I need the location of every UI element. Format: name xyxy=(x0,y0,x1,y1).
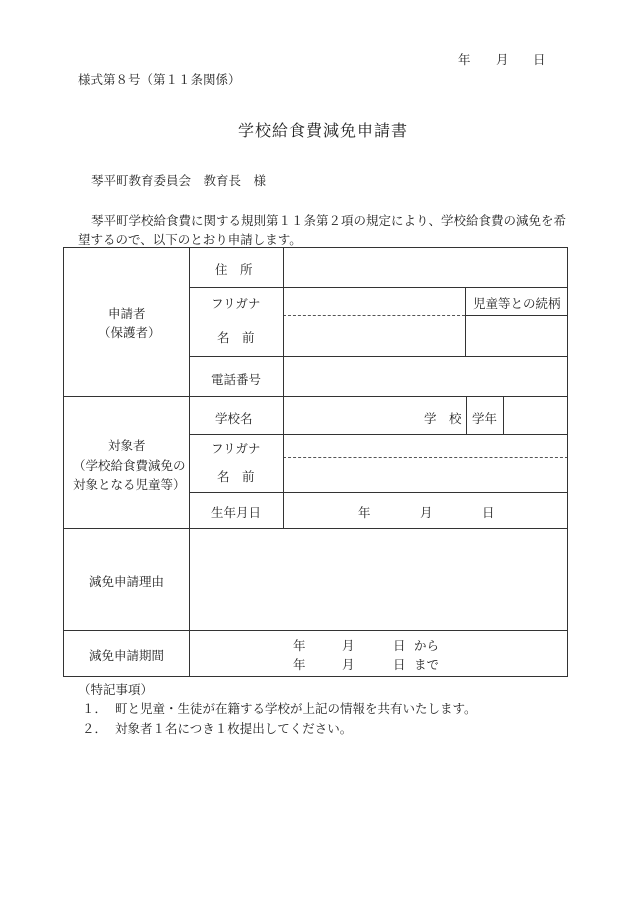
relation-field[interactable] xyxy=(466,316,567,356)
period-from-month: 月 xyxy=(342,638,355,653)
note-text-1: 町と児童・生徒が在籍する学校が上記の情報を共有いたします。 xyxy=(115,701,477,716)
form-number: 様式第８号（第１１条関係） xyxy=(78,72,241,87)
period-to-suffix: まで xyxy=(414,657,440,672)
intro-line-2: 望するので、以下のとおり申請します。 xyxy=(78,232,302,247)
applicant-name-label: 名 前 xyxy=(217,330,255,345)
intro-line-1: 琴平町学校給食費に関する規則第１１条第２項の規定により、学校給食費の減免を希 xyxy=(91,213,567,228)
address-field[interactable] xyxy=(284,248,567,287)
address-label: 住 所 xyxy=(215,262,253,277)
birth-day-unit: 日 xyxy=(482,505,495,520)
subject-sublabel-2: 対象となる児童等） xyxy=(73,477,186,492)
page-title: 学校給食費減免申請書 xyxy=(238,121,409,140)
applicant-label: 申請者 xyxy=(108,306,146,321)
subject-name-label: 名 前 xyxy=(217,469,255,484)
subject-sublabel-1: （学校給食費減免の xyxy=(73,458,186,473)
applicant-furigana-label: フリガナ xyxy=(211,296,261,311)
notes-heading: （特記事項） xyxy=(78,682,154,697)
relation-label: 児童等との続柄 xyxy=(473,296,561,311)
reason-label: 減免申請理由 xyxy=(89,574,165,589)
birth-year-unit: 年 xyxy=(358,505,371,520)
note-text-2: 対象者１名につき１枚提出してください。 xyxy=(115,721,353,736)
period-to-month: 月 xyxy=(342,657,355,672)
date-month: 月 xyxy=(496,52,509,67)
phone-field[interactable] xyxy=(284,357,567,396)
school-suffix: 学 校 xyxy=(424,411,462,426)
note-number-1: １． xyxy=(82,701,108,716)
note-number-2: ２． xyxy=(82,721,108,736)
addressee: 琴平町教育委員会 教育長 様 xyxy=(91,173,267,188)
school-field[interactable] xyxy=(284,397,424,434)
subject-name-field[interactable] xyxy=(284,458,567,492)
date-day: 日 xyxy=(533,52,546,67)
subject-furigana-field[interactable] xyxy=(284,435,567,457)
birthdate-label: 生年月日 xyxy=(211,505,262,520)
period-field[interactable] xyxy=(190,631,567,676)
birth-month-unit: 月 xyxy=(420,505,433,520)
subject-furigana-label: フリガナ xyxy=(211,441,261,456)
school-label: 学校名 xyxy=(215,411,253,426)
applicant-name-field[interactable] xyxy=(284,316,465,356)
applicant-sublabel: （保護者） xyxy=(98,325,161,340)
grade-label: 学年 xyxy=(472,411,498,426)
period-from-suffix: から xyxy=(414,638,440,653)
period-from-year: 年 xyxy=(293,638,306,653)
subject-label: 対象者 xyxy=(108,438,146,453)
phone-label: 電話番号 xyxy=(211,372,262,387)
grade-field[interactable] xyxy=(504,397,567,434)
applicant-furigana-field[interactable] xyxy=(284,288,465,315)
period-from-day: 日 xyxy=(393,638,406,653)
period-label: 減免申請期間 xyxy=(89,648,165,663)
period-to-year: 年 xyxy=(293,657,306,672)
date-year: 年 xyxy=(458,52,471,67)
reason-field[interactable] xyxy=(190,529,567,630)
period-to-day: 日 xyxy=(393,657,406,672)
